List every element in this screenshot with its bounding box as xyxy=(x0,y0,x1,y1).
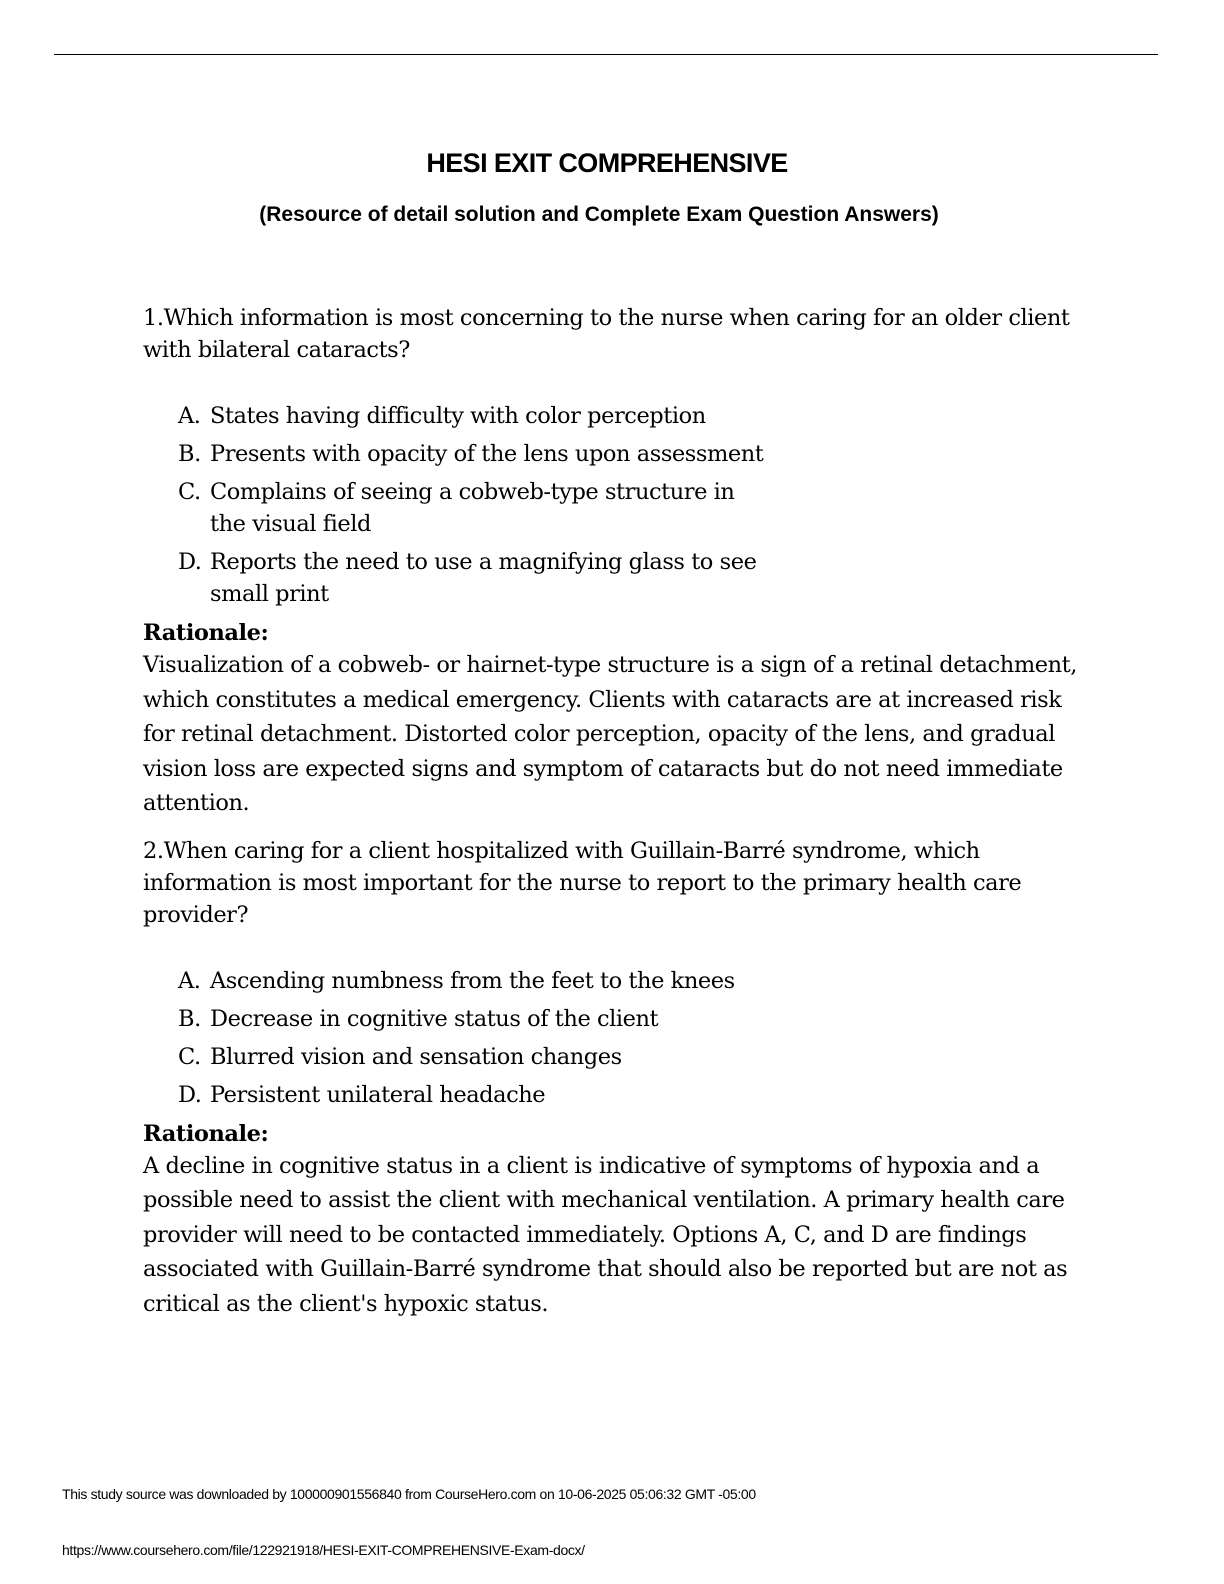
question-2-option-d xyxy=(143,1079,1083,1111)
document-subtitle: (Resource of detail solution and Complete Exam Question Answers) xyxy=(259,203,939,226)
question-1-option-a xyxy=(143,400,770,432)
question-1-text: 1.Which information is most concerning to the nurse when caring for an older client with bilateral cataracts? xyxy=(143,305,1070,363)
option-text: Reports the need to use a magnifying glass to see small print xyxy=(210,549,757,607)
header-rule xyxy=(54,54,1158,55)
option-text: Presents with opacity of the lens upon assessment xyxy=(210,441,764,467)
question-2-options xyxy=(143,965,1083,1111)
option-letter: D. xyxy=(178,1081,202,1108)
question-1-option-c xyxy=(143,476,770,540)
question-2 xyxy=(143,835,1083,1322)
question-1-rationale: Visualization of a cobweb- or hairnet-type structure is a sign of a retinal detachment, which constitutes a medical emergency. Clients with cataracts are at increased risk for retinal detachment. Distorted color perception, opacity of the lens, and gradual vision loss are expected signs and symptom of cataracts but do not need immediate attention. xyxy=(143,652,1077,816)
question-2-rationale: A decline in cognitive status in a client is indicative of symptoms of hypoxia and a possible need to assist the client with mechanical ventilation. A primary health care provider will need to be contacted immediately. Options A, C, and D are findings associated with Guillain-Barré syndrome that should also be reported but are not as critical as the client's hypoxic status. xyxy=(143,1152,1068,1317)
option-letter: A. xyxy=(178,403,201,429)
download-notice: This study source was downloaded by 100000901556840 from CourseHero.com on 10-06-2025 05:06:32 GMT -05:00 xyxy=(62,1486,756,1502)
question-1-rationale-heading: Rationale: xyxy=(143,620,269,646)
option-letter: C. xyxy=(178,479,201,505)
question-2-text: 2.When caring for a client hospitalized with Guillain-Barré syndrome, which information is most important for the nurse to report to the primary health care provider? xyxy=(143,837,1022,928)
option-letter: D. xyxy=(178,549,202,575)
option-text: Persistent unilateral headache xyxy=(210,1081,546,1108)
option-text: Ascending numbness from the feet to the knees xyxy=(210,967,735,994)
question-1-options xyxy=(143,400,1083,610)
option-text: Complains of seeing a cobweb-type structure in the visual field xyxy=(210,479,735,537)
question-2-option-a xyxy=(143,965,1083,997)
question-1-option-b xyxy=(143,438,770,470)
option-letter: C. xyxy=(178,1043,201,1070)
option-text: Blurred vision and sensation changes xyxy=(210,1043,622,1070)
option-letter: A. xyxy=(178,967,201,994)
option-letter: B. xyxy=(178,1005,201,1032)
option-text: States having difficulty with color perception xyxy=(210,403,706,429)
source-url-link[interactable]: https://www.coursehero.com/file/122921918/HESI-EXIT-COMPREHENSIVE-Exam-docx/ xyxy=(62,1542,585,1558)
question-2-rationale-heading: Rationale: xyxy=(143,1120,269,1147)
option-text: Decrease in cognitive status of the client xyxy=(210,1005,659,1032)
question-2-option-b xyxy=(143,1003,1083,1035)
question-1-option-d xyxy=(143,546,770,610)
question-2-option-c xyxy=(143,1041,1083,1073)
question-1 xyxy=(143,302,1083,821)
document-title: HESI EXIT COMPREHENSIVE xyxy=(426,148,788,178)
document-body xyxy=(143,302,1083,1321)
option-letter: B. xyxy=(178,441,201,467)
